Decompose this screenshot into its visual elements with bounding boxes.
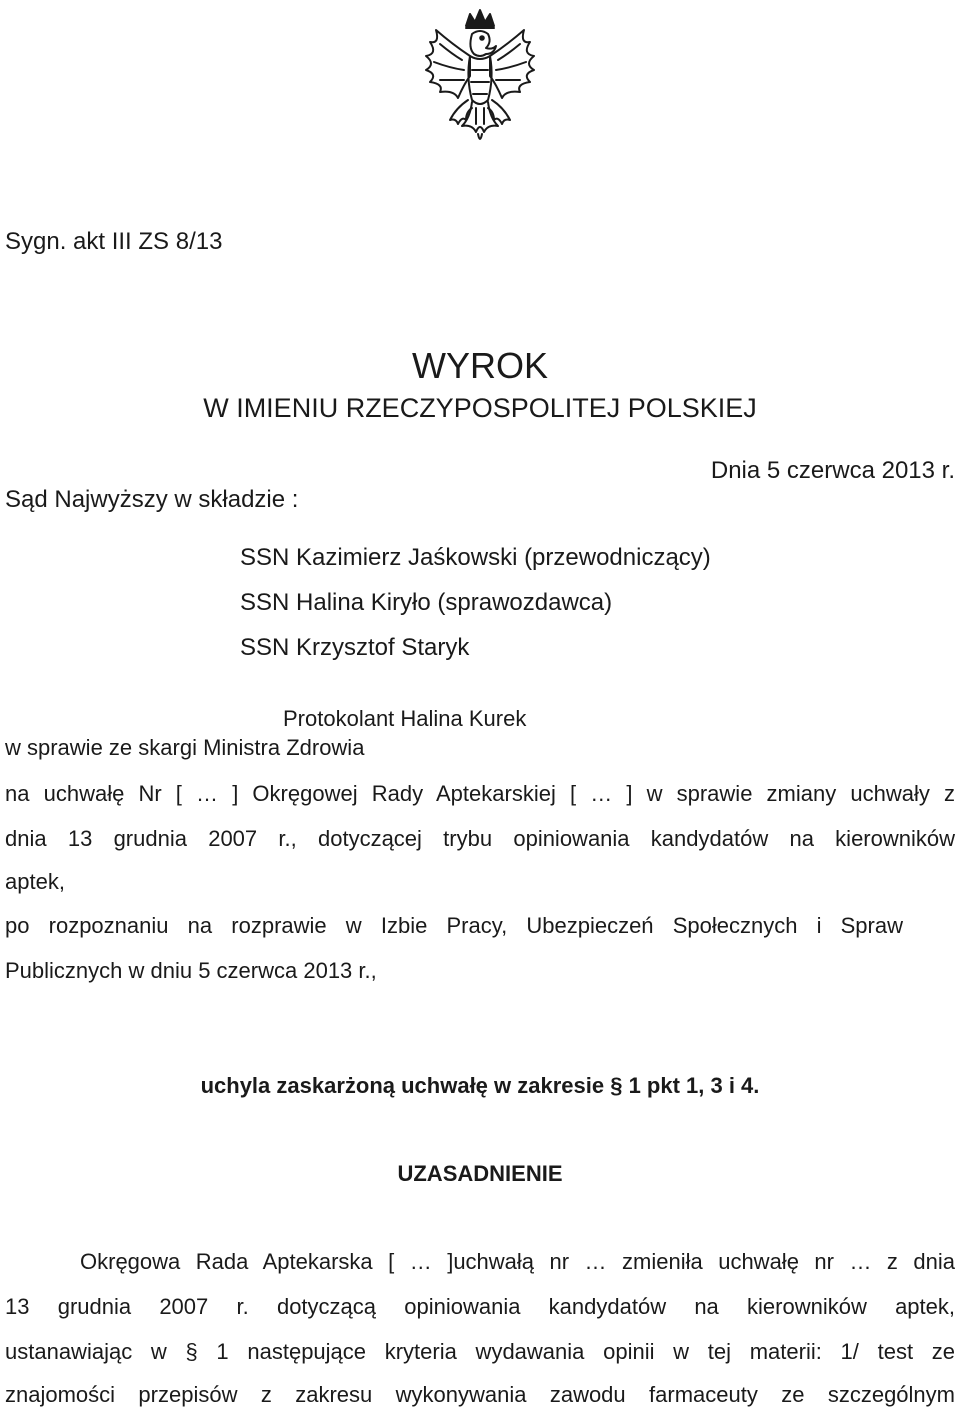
judge-presiding: SSN Kazimierz Jaśkowski (przewodniczący) [240, 544, 711, 571]
case-line: aptek, [5, 869, 65, 894]
judgment-title: WYROK [411, 345, 548, 386]
case-line: po rozpoznaniu na rozprawie w Izbie Pracy, Ubezpieczeń Społecznych i Spraw [5, 913, 903, 938]
justification-line: Okręgowa Rada Aptekarska [ … ]uchwałą nr … zmieniła uchwałę nr … z dnia [80, 1249, 955, 1274]
court-composition-label: Sąd Najwyższy w składzie : [5, 486, 299, 513]
justification-line: ustanawiając w § 1 następujące kryteria wydawania opinii w tej materii: 1/ test ze [5, 1339, 955, 1364]
case-line: na uchwałę Nr [ … ] Okręgowej Rady Aptekarskiej [ … ] w sprawie zmiany uchwały z [5, 781, 955, 806]
justification-line: 13 grudnia 2007 r. dotyczącą opiniowania kandydatów na kierowników aptek, [5, 1294, 955, 1319]
court-clerk: Protokolant Halina Kurek [283, 706, 527, 731]
justification-heading: UZASADNIENIE [397, 1161, 563, 1186]
case-line: w sprawie ze skargi Ministra Zdrowia [5, 735, 365, 760]
judgment-subtitle: W IMIENIU RZECZYPOSPOLITEJ POLSKIEJ [203, 393, 757, 423]
judgment-date: Dnia 5 czerwca 2013 r. [710, 457, 955, 484]
judge-member: SSN Krzysztof Staryk [240, 634, 470, 661]
case-signature: Sygn. akt III ZS 8/13 [5, 228, 223, 255]
case-line: dnia 13 grudnia 2007 r., dotyczącej trybu opiniowania kandydatów na kierowników [5, 826, 955, 851]
polish-eagle-emblem-icon [400, 4, 560, 164]
ruling-statement: uchyla zaskarżoną uchwałę w zakresie § 1 pkt 1, 3 i 4. [200, 1073, 760, 1098]
justification-line: znajomości przepisów z zakresu wykonywania zawodu farmaceuty ze szczególnym [5, 1382, 955, 1407]
case-line: Publicznych w dniu 5 czerwca 2013 r., [5, 958, 377, 983]
judge-rapporteur: SSN Halina Kiryło (sprawozdawca) [240, 589, 613, 616]
